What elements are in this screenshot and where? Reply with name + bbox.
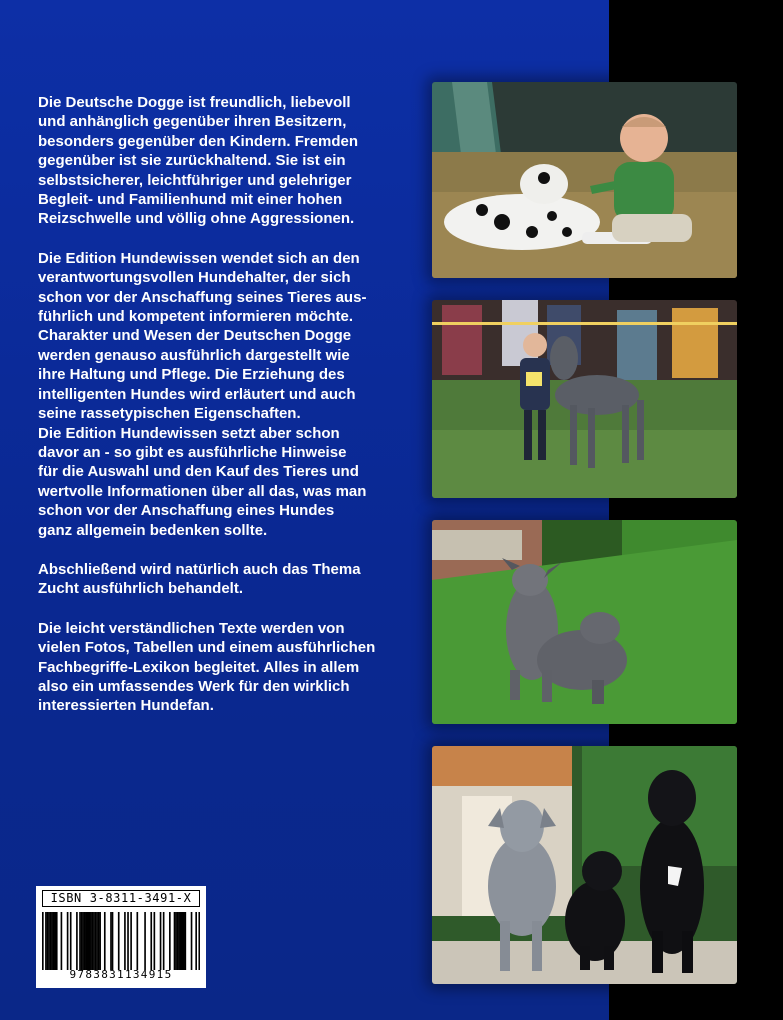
- back-cover-text: [38, 93, 418, 736]
- barcode-bar: [169, 912, 171, 970]
- barcode-bar: [96, 912, 98, 970]
- barcode-bar: [54, 912, 56, 970]
- barcode-bar: [76, 912, 78, 970]
- barcode-bar: [127, 912, 129, 970]
- barcode-bar: [174, 912, 176, 970]
- barcode-bar: [112, 912, 114, 970]
- barcode-bar: [110, 912, 112, 970]
- photo-dog-show: [432, 300, 737, 498]
- barcode-bar: [56, 912, 58, 970]
- isbn-barcode-box: [36, 886, 206, 988]
- barcode-bar: [191, 912, 193, 970]
- barcode-bar: [118, 912, 120, 970]
- barcode-bar: [84, 912, 86, 970]
- barcode-bar: [92, 912, 94, 970]
- barcode-bar: [185, 912, 187, 970]
- barcode-bar: [61, 912, 63, 970]
- barcode-bar: [181, 912, 183, 970]
- barcode-bar: [42, 912, 44, 970]
- barcode-bar: [47, 912, 49, 970]
- barcode-bar: [163, 912, 165, 970]
- barcode-bar: [180, 912, 182, 970]
- isbn-number: 9783831134915: [69, 968, 173, 981]
- barcode-bar: [90, 912, 92, 970]
- barcode: [42, 912, 200, 970]
- paragraph-contents: Die leicht verständlichen Texte werden von vielen Fotos, Tabellen und einem ausführlichen Fachbegriffe-Lexikon begleitet. Alles in allem also ein umfassendes Werk für den wirklich interessierten Hundefan.: [38, 619, 376, 715]
- barcode-bar: [124, 912, 126, 970]
- barcode-bar: [144, 912, 146, 970]
- photo-three-puppies: [432, 746, 737, 984]
- barcode-bar: [81, 912, 83, 970]
- barcode-bar: [104, 912, 106, 970]
- barcode-bar: [178, 912, 180, 970]
- barcode-bar: [48, 912, 50, 970]
- barcode-bar: [183, 912, 185, 970]
- barcode-bar: [98, 912, 100, 970]
- barcode-bar: [88, 912, 90, 970]
- barcode-bar: [45, 912, 47, 970]
- barcode-bar: [70, 912, 72, 970]
- photo-dog-with-baby: [432, 82, 737, 278]
- barcode-bar: [50, 912, 52, 970]
- barcode-bar: [85, 912, 87, 970]
- barcode-bar: [53, 912, 55, 970]
- paragraph-breeding: Abschließend wird natürlich auch das Thema Zucht ausführlich behandelt.: [38, 560, 361, 598]
- barcode-bar: [177, 912, 179, 970]
- barcode-bar: [195, 912, 197, 970]
- barcode-bar: [154, 912, 156, 970]
- barcode-bar: [79, 912, 81, 970]
- barcode-bar: [150, 912, 152, 970]
- barcode-bar: [198, 912, 200, 970]
- barcode-bar: [160, 912, 162, 970]
- barcode-bar: [87, 912, 89, 970]
- barcode-bar: [136, 912, 138, 970]
- barcode-bar: [99, 912, 101, 970]
- paragraph-character: Die Deutsche Dogge ist freundlich, liebevoll und anhänglich gegenüber ihren Besitzern, besonders gegenüber den Kindern. Fremden gegenüber ist sie zurückhaltend. Sie ist ein selbstsicherer, leichtführiger und gelehriger Begleit- und Familienhund mit einer hohen Reizschwelle und völlig ohne Aggressionen.: [38, 94, 359, 228]
- barcode-bar: [175, 912, 177, 970]
- barcode-bar: [130, 912, 132, 970]
- paragraph-edition: Die Edition Hundewissen wendet sich an den verantwortungsvollen Hundehalter, der sich schon vor der Anschaffung seines Tieres aus- führlich und kompetent informieren möchte. Charakter und Wesen der Deutschen Dogge werden genauso ausführlich dargestellt wie ihre Haltung und Pflege. Die Erziehung des intelligenten Hundes wird erläutert und auch seine rassetypischen Eigenschaften. Die Edition Hundewissen setzt aber schon davor an - so gibt es ausführliche Hinweise für die Auswahl und den Kauf des Tieres und wertvolle Informationen über all das, was man schon vor der Anschaffung eines Hundes ganz allgemein bedenken sollte.: [38, 249, 367, 539]
- barcode-bar: [51, 912, 53, 970]
- photo-puppies-playing: [432, 520, 737, 724]
- barcode-bar: [93, 912, 95, 970]
- barcode-bar: [95, 912, 97, 970]
- barcode-bar: [82, 912, 84, 970]
- isbn-label: ISBN 3-8311-3491-X: [42, 890, 200, 907]
- barcode-bar: [67, 912, 69, 970]
